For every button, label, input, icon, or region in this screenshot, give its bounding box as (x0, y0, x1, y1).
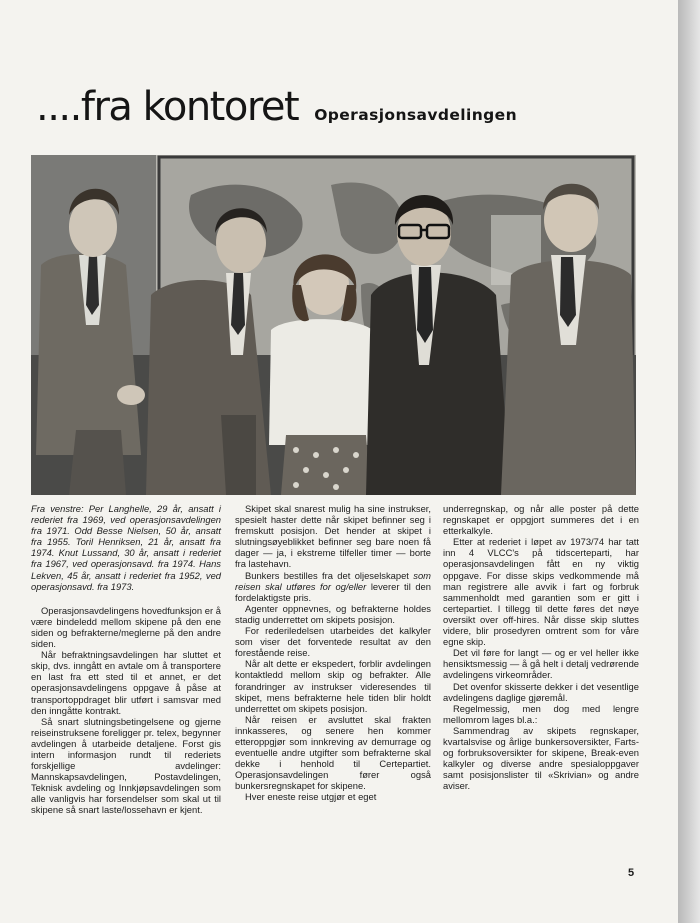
paragraph: Skipet skal snarest mulig ha sine instrukser, spesielt haster dette når skipet befinner seg i fremskutt posisjon. Det hender at skipet i slutningsøyeblikket befinner seg bare noen få dager — ja, i ekstreme tilfeller timer — borte fra lastehavn. (235, 503, 431, 570)
paragraph: underregnskap, og når alle poster på dette regnskapet er oppgjort summeres det i en etterkalkyle. (443, 503, 639, 537)
paragraph: Når befraktningsavdelingen har sluttet et skip, dvs. inngått en avtale om å transportere en last fra ett sted til et annet, er det operasjonsavdelingens oppgave å påse at transportoppdraget blir utført i samsvar med den inngåtte kontrakt. (31, 649, 221, 716)
group-photo (31, 155, 636, 495)
article-subtitle: Operasjonsavdelingen (314, 106, 518, 124)
photo-caption: Fra venstre: Per Langhelle, 29 år, ansatt i rederiet fra 1969, ved operasjonsavdelingen fra 1971. Odd Besse Nielsen, 50 år, ansatt fra 1955. Toril Henriksen, 21 år, ansatt fra 1974. Knut Lussand, 30 år, ansatt i rederiet fra 1967, ved operasjonsavd. fra 1974. Hans Lekven, 45 år, ansatt i rederiet fra 1952, ved operasjonsavd. fra 1973. (31, 503, 221, 592)
column-2 (235, 503, 431, 803)
paragraph: Hver eneste reise utgjør et eget (245, 791, 377, 803)
paragraph: Sammendrag av skipets regnskaper, kvartalsvise og årlige bunkersoversikter, Farts- og forbruksoversikter for skipene, Break-even kalkyler og diverse andre spesialoppgaver samt posisjonslister til «Skrivian» og andre aviser. (443, 724, 639, 792)
paragraph: For rederiledelsen utarbeides det kalkyler som viser det forventede resultat av den forestående reise. (235, 625, 431, 659)
paragraph: Det ovenfor skisserte dekker i det vesentlige avdelingens daglige gjøremål. (443, 680, 639, 703)
paragraph: Så snart slutningsbetingelsene og gjerne reiseinstruksene foreligger pr. telex, begynner avdelingen å utarbeide detaljene. Forst gis intern informasjon rundt til rederiets forskjellige avdelinger: Mannskapsavdelingen, Postavdelingen, Teknisk avdeling og Innkjøpsavdelingen som alle vanligvis har forsendelser som skal ut til skipene så snart laste/lossehavn er kjent. (31, 715, 221, 816)
page-number: 5 (628, 867, 635, 879)
paragraph-part: Bunkers bestilles fra det oljeselskapet (245, 569, 414, 581)
group-photo-image (31, 155, 636, 495)
paragraph: Operasjonsavdelingens hovedfunksjon er å være bindeledd mellom skipene på den ene siden og befrakterne/meglerne på den andre siden. (31, 604, 221, 650)
paragraph: Agenter oppnevnes, og befrakterne holdes stadig underrettet om skipets posisjon. (235, 602, 431, 625)
paragraph: Når reisen er avsluttet skal frakten innkasseres, og senere hen kommer etteroppgjør som innkreving av demurrage og eventuelle andre utgifter som befrakterne skal dekke i henhold til Certepartiet. Operasjonsavdelingen fører også bunkersregnskapet for skipene. (235, 713, 431, 792)
paragraph (235, 570, 431, 603)
page-edge (678, 0, 700, 923)
article-title: ....fra kontoret (36, 84, 299, 130)
paragraph: Etter at rederiet i løpet av 1973/74 har tatt inn 4 VLCC's på tidscerteparti, har operasjonsavdelingen fått en ny viktig oppgave. For disse skips vedkommende må man registrere alle avvik i fart og forbruk sammenholdt med garantien som er gitt i certepartiet. I tillegg til dette føres det nøye oversikt over off-hires. Når disse skip sluttes videre, blir prosedyren omtrent som for våre egne skip. (443, 536, 639, 648)
article-heading (36, 84, 517, 136)
column-3 (443, 503, 639, 791)
paragraph: Regelmessig, men dog med lengre mellomrom lages bl.a.: (443, 702, 639, 725)
paragraph: Når alt dette er ekspedert, forblir avdelingen kontaktledd mellom skip og befrakter. Alle forandringer av instrukser videresendes til skipet, mens befrakterne hele tiden blir holdt underrettet om skipets posisjon. (235, 658, 431, 714)
paragraph-part: leverer til den fordelaktigste pris. (235, 580, 431, 603)
paragraph: Det vil føre for langt — og er vel heller ikke hensiktsmessig — å gå helt i detalj vedrørende avdelingens virkeområder. (443, 647, 639, 681)
column-1 (31, 503, 221, 816)
paragraph-part-italic: som reisen skal utføres for og/eller (235, 569, 431, 592)
